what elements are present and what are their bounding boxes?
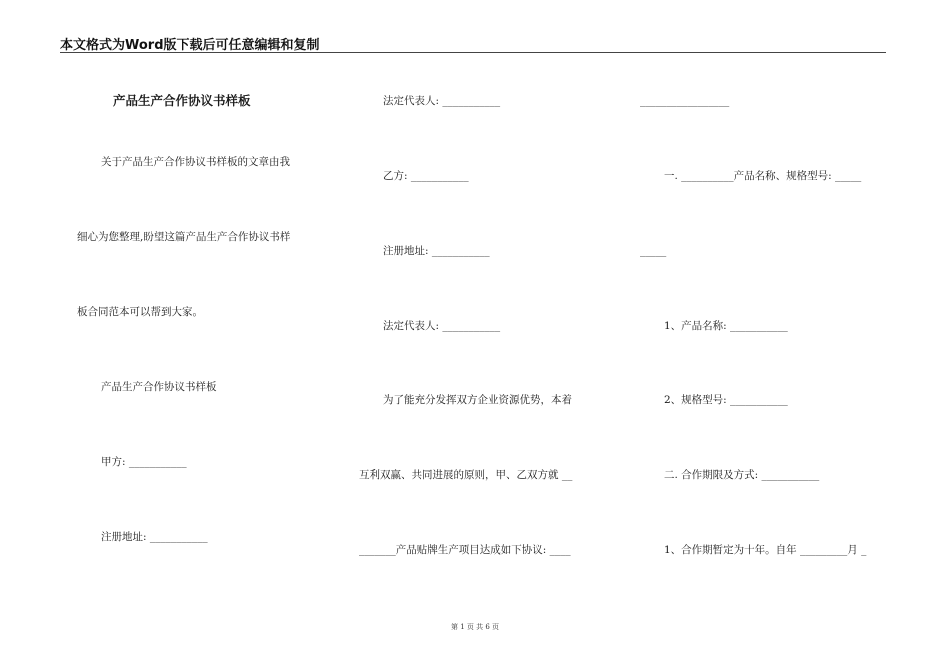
right-blank-line: _____ (640, 245, 667, 257)
left-text-line: 关于产品生产合作协议书样板的文章由我 (101, 156, 290, 168)
section-one-line: 一. __________产品名称、规格型号: _____ (664, 170, 862, 182)
legal-rep-a-line: 法定代表人: ___________ (383, 95, 501, 107)
middle-text-line: _______产品贴牌生产项目达成如下协议: ____ (359, 544, 571, 556)
page-number: 第 1 页 共 6 页 (450, 623, 500, 631)
party-b-line: 乙方: ___________ (383, 170, 469, 182)
party-a-line: 甲方: ___________ (101, 456, 187, 468)
document-title: 产品生产合作协议书样板 (113, 93, 251, 108)
right-blank-line: _________________ (640, 95, 730, 107)
legal-rep-b-line: 法定代表人: ___________ (383, 320, 501, 332)
middle-text-line: 为了能充分发挥双方企业资源优势，本着 (383, 394, 572, 406)
middle-text-line: 互利双赢、共同进展的原则，甲、乙双方就 __ (359, 469, 573, 481)
left-text-line: 板合同范本可以帮到大家。 (77, 306, 203, 318)
left-text-line: 细心为您整理,盼望这篇产品生产合作协议书样 (77, 231, 291, 243)
party-a-address-line: 注册地址: ___________ (101, 531, 208, 543)
cooperation-term-line: 1、合作期暂定为十年。自年 _________月 _ (664, 544, 867, 556)
section-two-line: 二. 合作期限及方式: ___________ (664, 469, 820, 481)
model-spec-line: 2、规格型号: ___________ (664, 394, 788, 406)
party-b-address-line: 注册地址: ___________ (383, 245, 490, 257)
header-text: 本文格式为Word版下载后可任意编辑和复制 (60, 38, 320, 53)
agreement-heading: 产品生产合作协议书样板 (101, 381, 217, 393)
product-name-line: 1、产品名称: ___________ (664, 320, 788, 332)
document-header (60, 34, 886, 53)
